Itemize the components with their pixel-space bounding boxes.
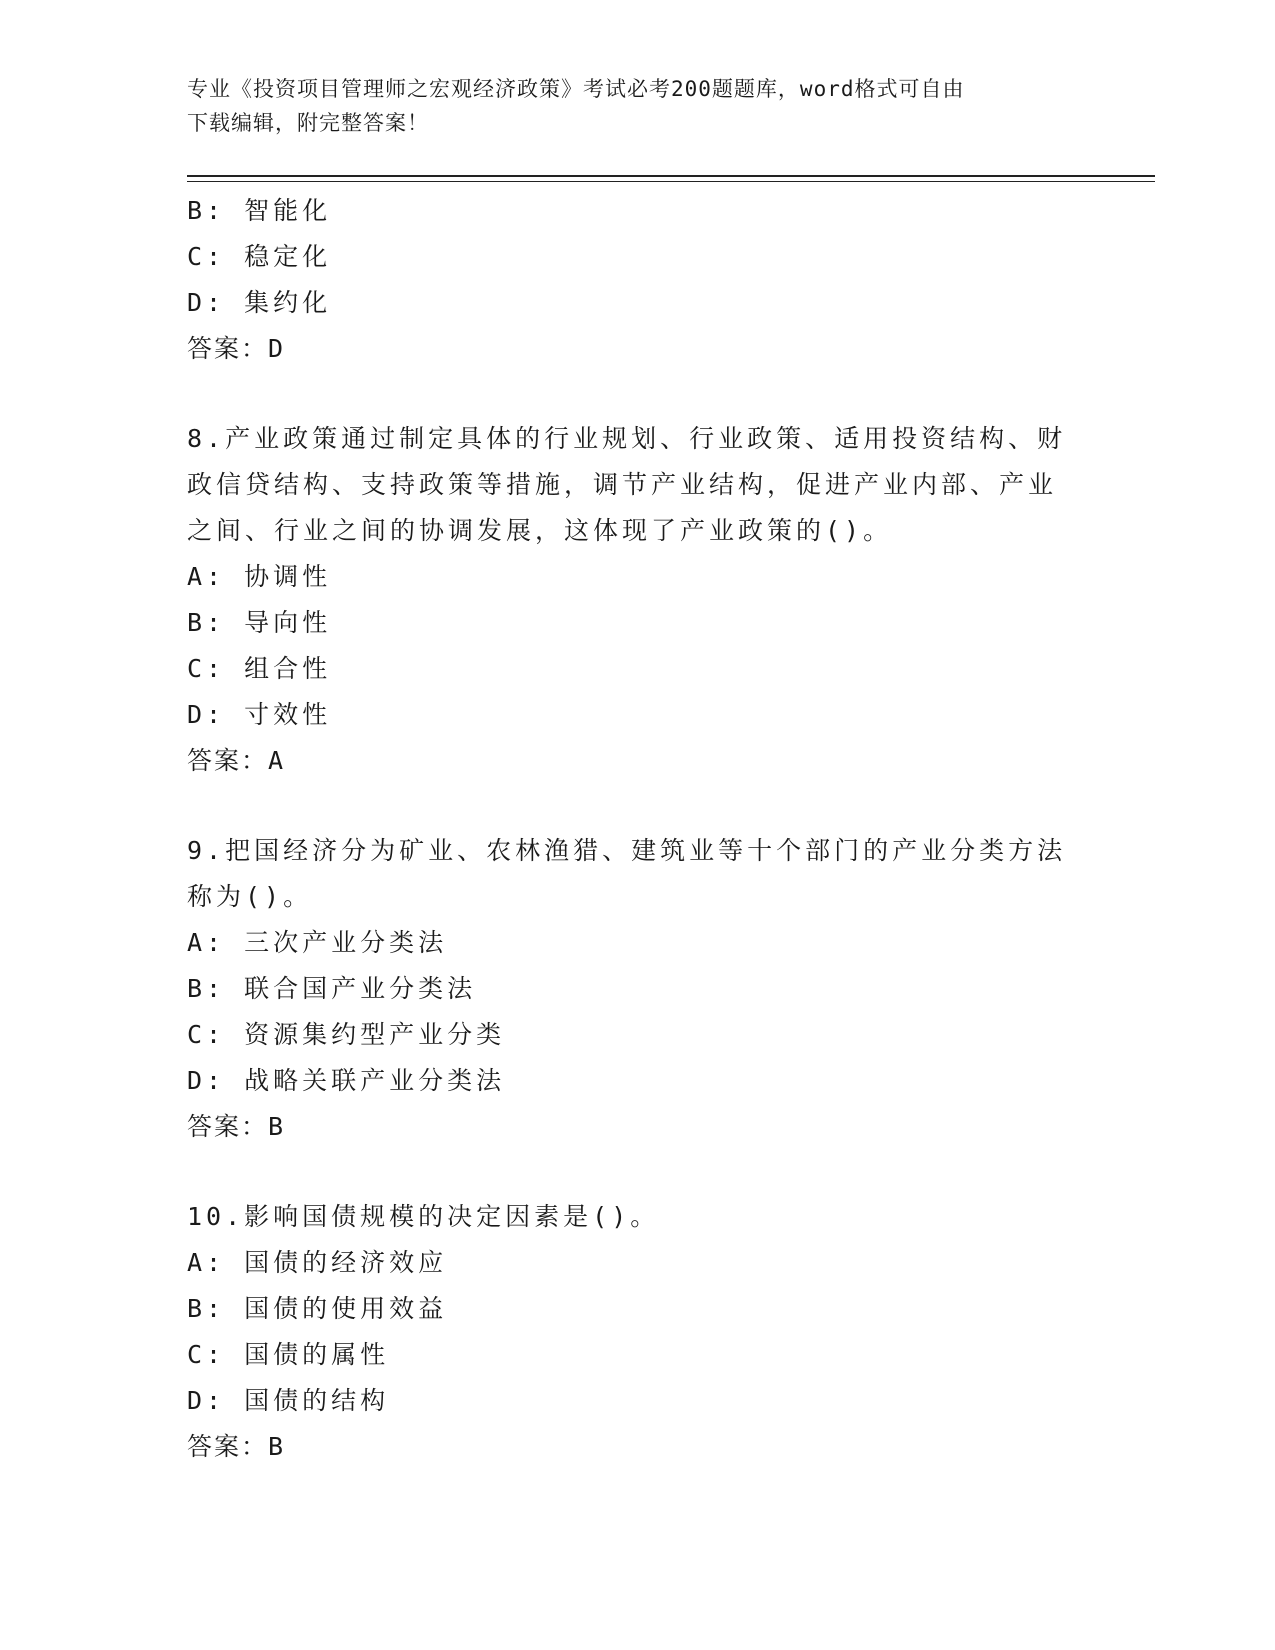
option-c: C: 组合性: [187, 654, 332, 683]
header-line-1: 专业《投资项目管理师之宏观经济政策》考试必考200题题库，word格式可自由: [187, 77, 965, 101]
question-8: [187, 416, 1067, 784]
question-spacer: [187, 1150, 1067, 1194]
answer-label: 答案：: [187, 334, 269, 363]
option-a: A: 协调性: [187, 562, 332, 591]
question-7-tail: [187, 188, 1067, 372]
question-stem: 10.影响国债规模的决定因素是()。: [187, 1202, 660, 1231]
question-list: [187, 188, 1067, 1470]
option-a: A: 国债的经济效应: [187, 1248, 448, 1277]
answer-line: [187, 1424, 1067, 1470]
option-c: C: 资源集约型产业分类: [187, 1020, 506, 1049]
option-b: B: 导向性: [187, 608, 332, 637]
answer-line: [187, 326, 1067, 372]
question-stem: 8.产业政策通过制定具体的行业规划、行业政策、适用投资结构、财政信贷结构、支持政策等措施，调节产业结构，促进产业内部、产业之间、行业之间的协调发展，这体现了产业政策的()。: [187, 424, 1067, 545]
answer-value: B: [268, 1112, 285, 1141]
answer-label: 答案：: [187, 1112, 269, 1141]
header-line-2: 下载编辑，附完整答案！: [187, 111, 429, 135]
answer-label: 答案：: [187, 1432, 269, 1461]
option-b: B: 智能化: [187, 196, 332, 225]
page-header: [187, 72, 1067, 140]
answer-line: [187, 1104, 1067, 1150]
option-d: D: 集约化: [187, 288, 332, 317]
option-b: B: 联合国产业分类法: [187, 974, 477, 1003]
option-d: D: 寸效性: [187, 700, 332, 729]
option-d: D: 战略关联产业分类法: [187, 1066, 506, 1095]
answer-value: D: [268, 334, 285, 363]
question-9: [187, 828, 1067, 1150]
option-c: C: 国债的属性: [187, 1340, 390, 1369]
header-rule-thin: [187, 181, 1155, 182]
answer-value: A: [268, 746, 285, 775]
option-d: D: 国债的结构: [187, 1386, 390, 1415]
question-10: [187, 1194, 1067, 1470]
option-a: A: 三次产业分类法: [187, 928, 448, 957]
header-rule-thick: [187, 175, 1155, 177]
option-b: B: 国债的使用效益: [187, 1294, 448, 1323]
question-spacer: [187, 372, 1067, 416]
option-c: C: 稳定化: [187, 242, 332, 271]
question-spacer: [187, 784, 1067, 828]
answer-value: B: [268, 1432, 285, 1461]
question-stem: 9.把国经济分为矿业、农林渔猎、建筑业等十个部门的产业分类方法称为()。: [187, 836, 1067, 911]
answer-label: 答案：: [187, 746, 269, 775]
answer-line: [187, 738, 1067, 784]
